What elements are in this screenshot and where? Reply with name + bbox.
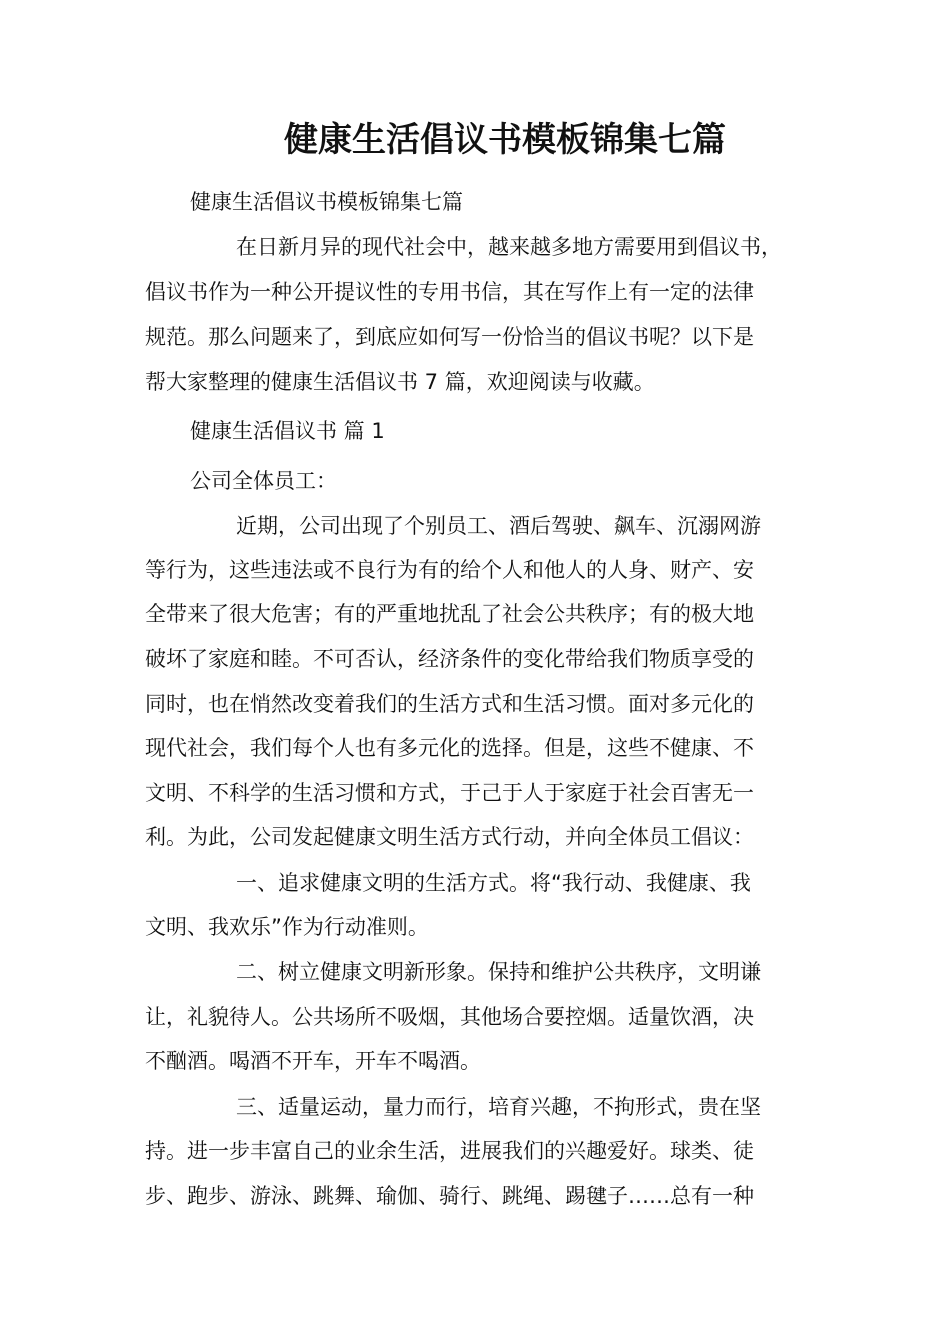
item-line: 让，礼貌待人。公共场所不吸烟，其他场合要控烟。适量饮酒，决 — [145, 1005, 754, 1029]
document-subtitle: 健康生活倡议书模板锦集七篇 — [190, 190, 463, 214]
paragraph-line: 文明、不科学的生活习惯和方式，于己于人于家庭于社会百害无一 — [145, 781, 754, 805]
item-line: 一、追求健康文明的生活方式。将“我行动、我健康、我 — [236, 871, 751, 895]
salutation: 公司全体员工： — [190, 469, 337, 493]
item-line: 步、跑步、游泳、跳舞、瑜伽、骑行、跳绳、踢毽子……总有一种 — [145, 1184, 754, 1208]
paragraph-line: 现代社会，我们每个人也有多元化的选择。但是，这些不健康、不 — [145, 736, 754, 760]
document-title: 健康生活倡议书模板锦集七篇 — [284, 120, 726, 160]
item-line: 持。进一步丰富自己的业余生活，进展我们的兴趣爱好。球类、徒 — [145, 1139, 754, 1163]
intro-line: 帮大家整理的健康生活倡议书 7 篇，欢迎阅读与收藏。 — [145, 370, 655, 394]
paragraph-line: 全带来了很大危害；有的严重地扰乱了社会公共秩序；有的极大地 — [145, 602, 754, 626]
item-line: 不酗酒。喝酒不开车，开车不喝酒。 — [145, 1049, 481, 1073]
paragraph-line: 利。为此，公司发起健康文明生活方式行动，并向全体员工倡议： — [145, 825, 754, 849]
intro-line: 倡议书作为一种公开提议性的专用书信，其在写作上有一定的法律 — [145, 280, 754, 304]
paragraph-line: 等行为，这些违法或不良行为有的给个人和他人的人身、财产、安 — [145, 558, 754, 582]
item-line: 二、树立健康文明新形象。保持和维护公共秩序，文明谦 — [236, 960, 761, 984]
intro-line: 在日新月异的现代社会中，越来越多地方需要用到倡议书， — [236, 235, 782, 259]
item-line: 三、适量运动，量力而行，培育兴趣，不拘形式，贵在坚 — [236, 1095, 761, 1119]
paragraph-line: 同时，也在悄然改变着我们的生活方式和生活习惯。面对多元化的 — [145, 692, 754, 716]
intro-line: 规范。那么问题来了，到底应如何写一份恰当的倡议书呢？以下是 — [145, 325, 754, 349]
section-heading: 健康生活倡议书 篇 1 — [190, 419, 385, 443]
item-line: 文明、我欢乐”作为行动准则。 — [145, 915, 429, 939]
paragraph-line: 近期，公司出现了个别员工、酒后驾驶、飙车、沉溺网游 — [236, 514, 761, 538]
paragraph-line: 破坏了家庭和睦。不可否认，经济条件的变化带给我们物质享受的 — [145, 647, 754, 671]
